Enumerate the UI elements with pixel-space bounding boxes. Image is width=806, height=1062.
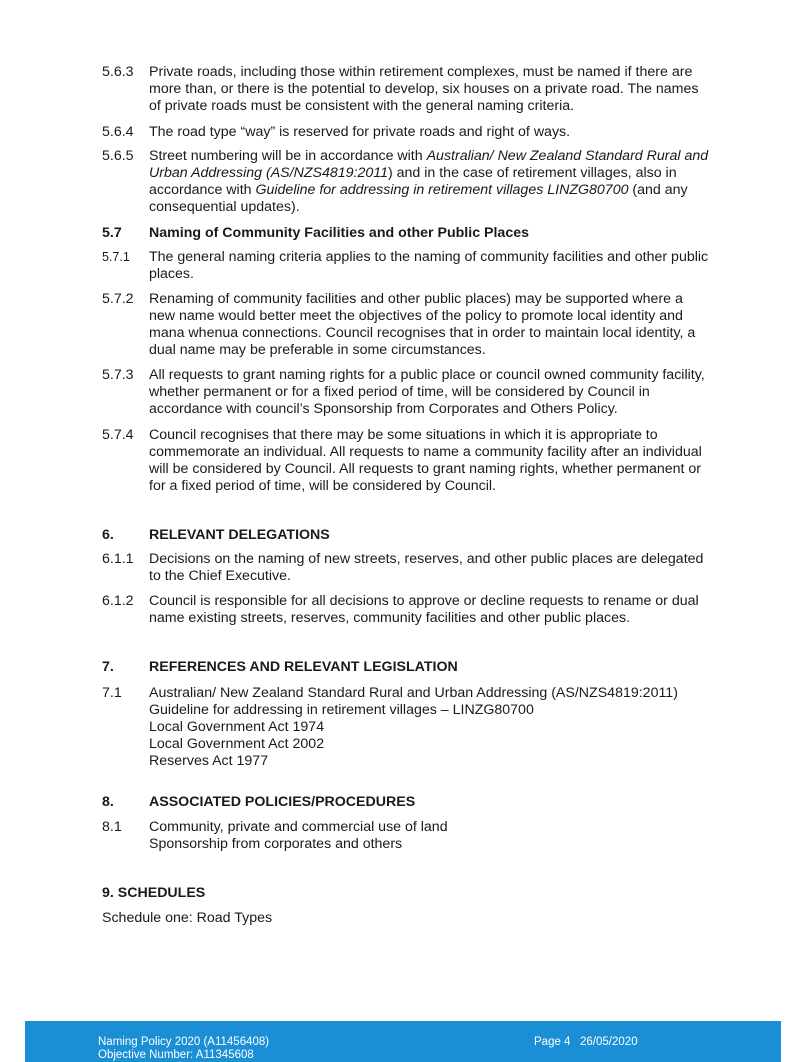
clause-number: 7.1: [102, 685, 122, 701]
list-item: Sponsorship from corporates and others: [149, 836, 403, 852]
clause-text: Council is responsible for all decisions to approve or decline requests to rename or dual name existing streets, reserves, community facilities and other public places.: [149, 593, 699, 626]
clause-5-7-4: [102, 427, 712, 495]
list-item: Reserves Act 1977: [149, 753, 269, 769]
standard-reference: Australian/ New Zealand Standard Rural and Urban Addressing (AS/NZS4819:2011: [149, 148, 709, 181]
clause-text: The general naming criteria applies to the naming of community facilities and other public places.: [149, 249, 709, 282]
list-item: Guideline for addressing in retirement villages – LINZG80700: [149, 702, 534, 718]
page-footer: [25, 1021, 781, 1062]
clause-5-7-3: [102, 367, 712, 418]
section-heading-9: 9. SCHEDULES: [102, 885, 206, 901]
footer-page-date: Page 4 26/05/2020: [534, 1036, 638, 1048]
clause-6-1-1: [102, 551, 712, 585]
section-number: 7.: [102, 659, 114, 675]
list-item: Australian/ New Zealand Standard Rural and Urban Addressing (AS/NZS4819:2011): [149, 685, 678, 701]
clause-number: 5.7.2: [102, 291, 134, 307]
clause-number: 6.1.2: [102, 593, 134, 609]
clause-text: All requests to grant naming rights for a public place or council owned community facility, whether permanent or for a fixed period of time, will be considered by Council in accordance with council’s Sponsorship from Corporates and Others Policy.: [149, 367, 705, 417]
clause-5-6-4: [102, 124, 712, 141]
clause-5-6-5: [102, 148, 712, 216]
clause-number: 5.7.1: [102, 250, 130, 264]
footer-document-title: Naming Policy 2020 (A11456408): [98, 1036, 270, 1048]
clause-number: 5.7.3: [102, 367, 134, 383]
clause-7-1: [102, 685, 722, 770]
text-run: ) and in the case of retirement villages, also in accordance with: [149, 165, 677, 198]
clause-text: Council recognises that there may be some situations in which it is appropriate to commemorate an individual. All requests to name a community facility after an individual will be considered by Council. All requests to grant naming rights, whether permanent or for a fixed period of time, will be considered by Council.: [149, 427, 702, 494]
clause-8-1: [102, 819, 712, 853]
text-run: (and any consequential updates).: [149, 182, 688, 215]
section-heading-6: [102, 527, 330, 544]
legislation-list: [149, 685, 722, 770]
clause-5-6-3: [102, 64, 712, 115]
clause-number: 5.6.4: [102, 124, 134, 140]
list-item: Local Government Act 1974: [149, 719, 325, 735]
clause-number: 5.6.5: [102, 148, 134, 164]
clause-number: 6.1.1: [102, 551, 134, 567]
section-title: Naming of Community Facilities and other Public Places: [149, 225, 529, 241]
list-item: Local Government Act 2002: [149, 736, 325, 752]
clause-number: 5.7.4: [102, 427, 134, 443]
clause-text: Decisions on the naming of new streets, reserves, and other public places are delegated to the Chief Executive.: [149, 551, 704, 584]
section-heading-8: [102, 794, 415, 811]
schedule-text: Schedule one: Road Types: [102, 910, 273, 926]
clause-number: 5.6.3: [102, 64, 134, 80]
clause-6-1-2: [102, 593, 712, 627]
clause-text: The road type “way” is reserved for private roads and right of ways.: [149, 124, 571, 140]
clause-5-7-1: [102, 249, 712, 283]
section-title: RELEVANT DELEGATIONS: [149, 527, 330, 543]
text-run: Street numbering will be in accordance with: [149, 148, 427, 164]
clause-5-7-2: [102, 291, 712, 359]
policy-list: [149, 819, 712, 853]
clause-text: Renaming of community facilities and other public places) may be supported where a new name would better meet the objectives of the policy to promote local identity and mana whenua connections. Council recognises that in order to maintain local identity, a dual name may be preferable in some circumstances.: [149, 291, 696, 358]
section-title: REFERENCES AND RELEVANT LEGISLATION: [149, 659, 458, 675]
section-number: 5.7: [102, 225, 122, 241]
guideline-reference: Guideline for addressing in retirement villages LINZG80700: [255, 182, 629, 198]
clause-number: 8.1: [102, 819, 122, 835]
clause-text: Private roads, including those within retirement complexes, must be named if there are more than, or there is the potential to develop, six houses on a private road. The names of private roads must be consistent with the general naming criteria.: [149, 64, 699, 114]
section-number: 8.: [102, 794, 114, 810]
section-title: ASSOCIATED POLICIES/PROCEDURES: [149, 794, 416, 810]
clause-text: [149, 148, 712, 216]
section-heading-5-7: [102, 225, 529, 242]
list-item: Community, private and commercial use of land: [149, 819, 448, 835]
footer-objective-number: Objective Number: A11345608: [98, 1049, 254, 1061]
section-number: 6.: [102, 527, 114, 543]
section-heading-7: [102, 659, 458, 676]
